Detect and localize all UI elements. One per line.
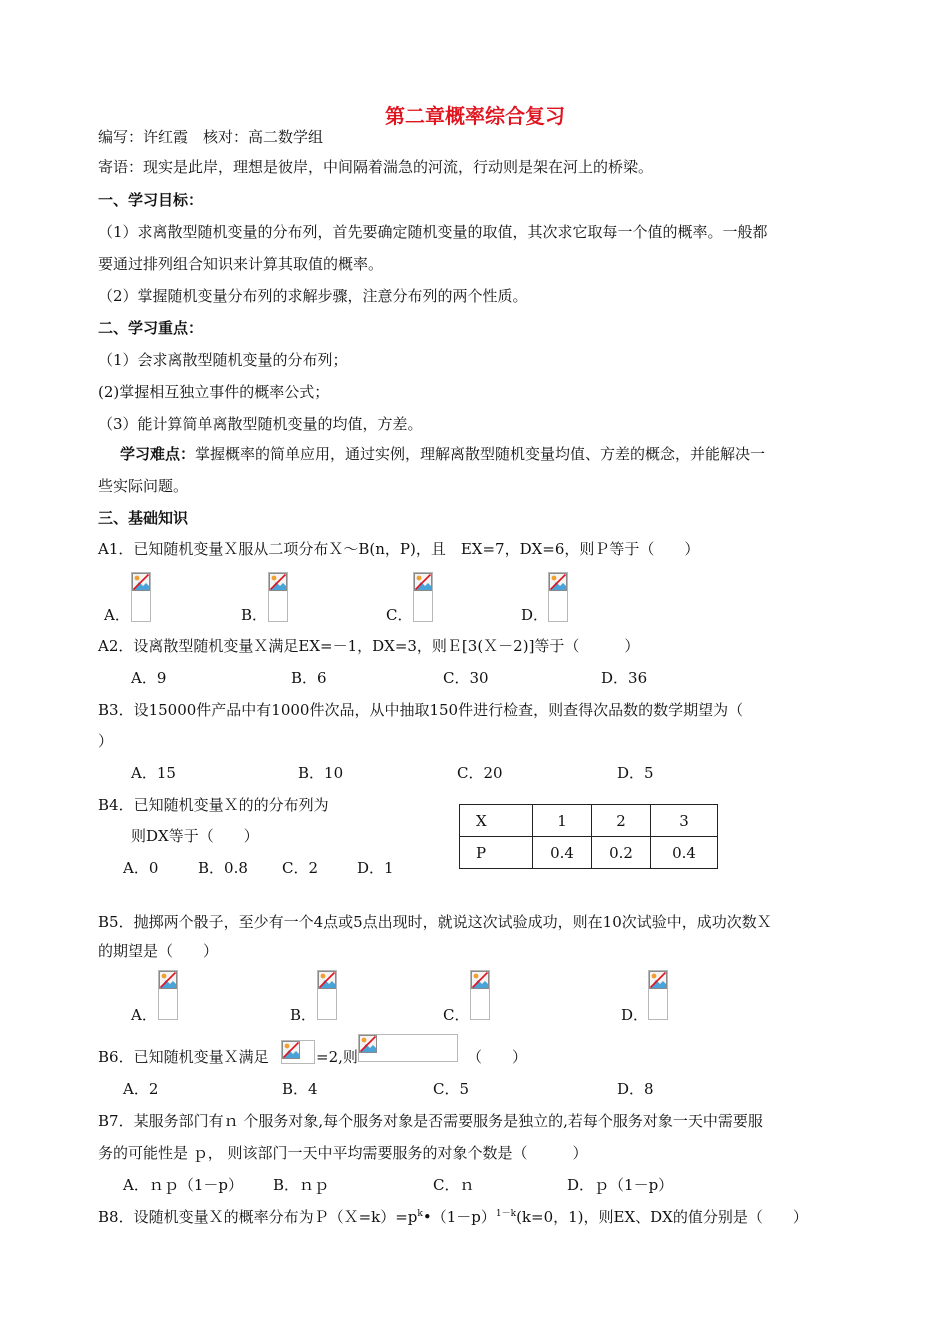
table-cell: 0.4 xyxy=(651,837,718,869)
broken-image-icon xyxy=(282,1041,300,1059)
section-1-heading: 一、学习目标： xyxy=(98,191,204,209)
b7-option-a: A．ｎｐ（1－p） xyxy=(123,1176,243,1194)
b5-option-b-image xyxy=(317,970,337,1020)
b6-option-b: B．4 xyxy=(282,1080,318,1098)
b5-option-b: B． xyxy=(290,1006,317,1024)
a1-option-c: C． xyxy=(386,606,413,624)
table-cell: 1 xyxy=(533,805,592,837)
b6-formula-image-1 xyxy=(281,1040,315,1064)
broken-image-icon xyxy=(649,971,667,989)
broken-image-icon xyxy=(414,573,432,591)
b5-option-a-image xyxy=(158,970,178,1020)
b5-option-c: C． xyxy=(443,1006,470,1024)
a2-option-d: D．36 xyxy=(601,669,648,687)
question-b6-blank: （ ） xyxy=(467,1048,528,1066)
b8-text-mid: •（1－p） xyxy=(422,1208,496,1226)
a2-option-c: C．30 xyxy=(443,669,489,687)
distribution-table xyxy=(459,804,718,869)
b4-option-a: A．0 xyxy=(123,859,159,877)
b6-option-a: A．2 xyxy=(123,1080,159,1098)
b4-option-d: D．1 xyxy=(357,859,394,877)
b6-option-d: D．8 xyxy=(617,1080,654,1098)
broken-image-icon xyxy=(159,971,177,989)
table-cell: 0.4 xyxy=(533,837,592,869)
b8-text-post: (k=0，1)，则EX、DX的值分别是（ ） xyxy=(516,1208,808,1226)
b6-option-c: C．5 xyxy=(433,1080,470,1098)
goal-1-line-a: （1）求离散型随机变量的分布列，首先要确定随机变量的取值，其次求它取每一个值的概率。一般都 xyxy=(98,223,768,241)
section-3-heading: 三、基础知识 xyxy=(98,509,189,527)
table-cell: X xyxy=(460,805,533,837)
table-cell: 2 xyxy=(592,805,651,837)
b3-option-d: D．5 xyxy=(617,764,654,782)
focus-1: （1）会求离散型随机变量的分布列； xyxy=(98,351,348,369)
broken-image-icon xyxy=(549,573,567,591)
b7-option-c: C．ｎ xyxy=(433,1176,475,1194)
a1-option-b: B． xyxy=(241,606,268,624)
b4-option-b: B．0.8 xyxy=(198,859,248,877)
b5-option-d: D． xyxy=(621,1006,649,1024)
question-b5: B5．抛掷两个骰子，至少有一个4点或5点出现时，就说这次试验成功，则在10次试验中，成功次数Ｘ xyxy=(98,913,772,931)
b5-option-a: A． xyxy=(131,1006,157,1024)
question-a2: A2．设离散型随机变量Ｘ满足EX=－1，DX=3，则Ｅ[3(Ｘ－2)]等于（ ） xyxy=(98,637,640,655)
question-b7-cont: 务的可能性是 ｐ， 则该部门一天中平均需要服务的对象个数是（ ） xyxy=(98,1144,588,1162)
a2-option-a: A．9 xyxy=(131,669,167,687)
table-row xyxy=(460,837,718,869)
b5-option-c-image xyxy=(470,970,490,1020)
b3-option-b: B．10 xyxy=(298,764,344,782)
table-row xyxy=(460,805,718,837)
focus-2: (2)掌握相互独立事件的概率公式； xyxy=(98,383,330,401)
motto: 寄语：现实是此岸，理想是彼岸，中间隔着湍急的河流，行动则是架在河上的桥梁。 xyxy=(98,158,654,176)
page-title: 第二章概率综合复习 xyxy=(385,104,565,128)
a1-option-c-image xyxy=(413,572,433,622)
byline: 编写：许红霞 核对：高二数学组 xyxy=(98,128,324,146)
a1-option-d: D． xyxy=(521,606,549,624)
b5-option-d-image xyxy=(648,970,668,1020)
difficulty-line-b: 些实际问题。 xyxy=(98,477,189,495)
a1-option-b-image xyxy=(268,572,288,622)
question-b6: B6．已知随机变量Ｘ满足 xyxy=(98,1048,269,1066)
question-b3: B3．设15000件产品中有1000件次品，从中抽取150件进行检查，则查得次品数的数学期望为（ xyxy=(98,701,744,719)
a1-option-a: A． xyxy=(104,606,130,624)
table-cell: P xyxy=(460,837,533,869)
section-2-heading: 二、学习重点： xyxy=(98,319,204,337)
b8-text-pre: B8．设随机变量Ｘ的概率分布为Ｐ（Ｘ=k）=p xyxy=(98,1208,418,1226)
b8-sup-k: k xyxy=(417,1209,423,1219)
focus-3: （3）能计算简单离散型随机变量的均值，方差。 xyxy=(98,415,423,433)
b7-option-d: D．ｐ（1－p） xyxy=(567,1176,674,1194)
question-b6-mid: =2,则 xyxy=(316,1048,358,1066)
b6-formula-image-2 xyxy=(358,1034,458,1062)
difficulty-line-a xyxy=(120,444,765,464)
a1-option-d-image xyxy=(548,572,568,622)
b8-sup-1-k: 1－k xyxy=(495,1209,517,1219)
b3-option-c: C．20 xyxy=(457,764,503,782)
broken-image-icon xyxy=(269,573,287,591)
difficulty-label: 学习难点： xyxy=(120,445,196,463)
b7-option-b: B．ｎｐ xyxy=(273,1176,330,1194)
b4-option-c: C．2 xyxy=(282,859,319,877)
broken-image-icon xyxy=(318,971,336,989)
goal-2: （2）掌握随机变量分布列的求解步骤，注意分布列的两个性质。 xyxy=(98,287,528,305)
question-b4: B4．已知随机变量Ｘ的的分布列为 xyxy=(98,796,329,814)
broken-image-icon xyxy=(471,971,489,989)
broken-image-icon xyxy=(359,1035,377,1053)
broken-image-icon xyxy=(132,573,150,591)
question-b5-cont: 的期望是（ ） xyxy=(98,942,219,960)
question-a1: A1．已知随机变量Ｘ服从二项分布Ｘ～B(n，P)，且 EX=7，DX=6，则Ｐ等于（ ） xyxy=(98,540,700,558)
question-b8 xyxy=(98,1207,808,1227)
difficulty-text: 掌握概率的简单应用，通过实例，理解离散型随机变量均值、方差的概念，并能解决一 xyxy=(195,445,766,463)
a1-option-a-image xyxy=(131,572,151,622)
table-cell: 3 xyxy=(651,805,718,837)
question-b3-cont: ） xyxy=(98,732,114,750)
goal-1-line-b: 要通过排列组合知识来计算其取值的概率。 xyxy=(98,255,384,273)
question-b7: B7．某服务部门有ｎ 个服务对象,每个服务对象是否需要服务是独立的,若每个服务对象一天中需要服 xyxy=(98,1112,763,1130)
a2-option-b: B．6 xyxy=(291,669,327,687)
table-cell: 0.2 xyxy=(592,837,651,869)
question-b4-ask: 则DX等于（ ） xyxy=(131,827,259,845)
b3-option-a: A．15 xyxy=(131,764,176,782)
